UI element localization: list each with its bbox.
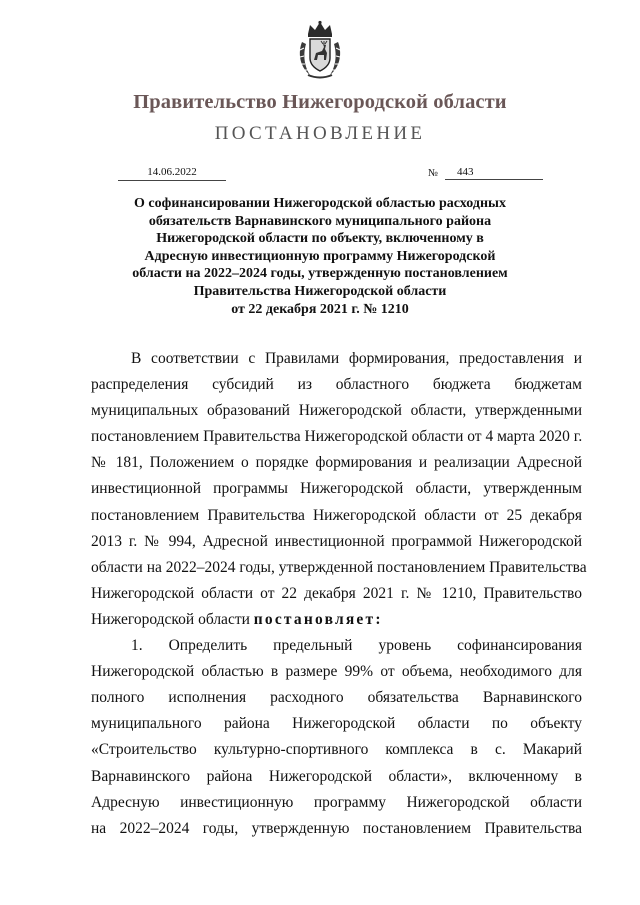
preamble-line: инвестиционной программы Нижегородской области, утвержденным [91,480,582,498]
number-sign: № [428,168,439,179]
heading-line: Правительства Нижегородской области [193,283,447,299]
document-date: 14.06.2022 [118,166,226,181]
heading-line: области на 2022–2024 годы, утвержденную постановлением [132,266,508,282]
heading-line: Нижегородской области по объекту, включенному в [156,231,484,247]
item1-line: Адресную инвестиционную программу Нижегородской области [91,793,582,811]
resolves-word: постановляет: [253,610,383,628]
preamble-line: постановлением Правительства Нижегородской области от 4 марта 2020 г. [91,428,583,446]
preamble-line: 2013 г. № 994, Адресной инвестиционной программой Нижегородской [91,532,582,550]
item1-line: муниципального района Нижегородской области по объекту [91,715,582,733]
heading-line: обязательств Варнавинского муниципального района [148,213,492,229]
preamble-line: № 181, Положением о порядке формирования и реализации Адресной [91,454,582,472]
coat-of-arms-emblem [296,20,344,80]
preamble-line: Нижегородской области от 22 декабря 2021 г. № 1210, Правительство [91,584,582,602]
preamble-line: муниципальных образований Нижегородской области, утвержденными [91,402,582,420]
government-name: Правительство Нижегородской области [133,91,507,113]
item1-line: «Строительство культурно-спортивного комплекса в с. Макарий [91,741,582,759]
item1-line: Варнавинского района Нижегородской области», включенному в [91,767,582,785]
heading-line: О софинансировании Нижегородской областью расходных [134,196,506,211]
document-type: ПОСТАНОВЛЕНИЕ [214,123,426,144]
preamble-line: области на 2022–2024 годы, утвержденной постановлением Правительства [91,558,587,576]
item1-line: 1. Определить предельный уровень софинансирования [131,637,582,655]
document-number: 443 [445,166,543,180]
preamble-line: распределения субсидий из областного бюджета бюджетам [91,376,582,394]
document-heading [90,195,550,318]
preamble-final-line [91,607,582,633]
item1-line: полного исполнения расходного обязательства Варнавинского [91,689,582,707]
preamble-final-text: Нижегородской области [91,610,250,628]
preamble-line: В соответствии с Правилами формирования, предоставления и [131,350,582,367]
preamble-line: постановлением Правительства Нижегородской области от 25 декабря [91,506,582,524]
item1-line: на 2022–2024 годы, утвержденную постановлением Правительства [91,819,582,837]
item1-line: Нижегородской областью в размере 99% от объема, необходимого для [91,663,582,681]
heading-line: от 22 декабря 2021 г. № 1210 [231,301,409,317]
heading-line: Адресную инвестиционную программу Нижегородской [144,248,496,264]
document-body [91,346,587,842]
